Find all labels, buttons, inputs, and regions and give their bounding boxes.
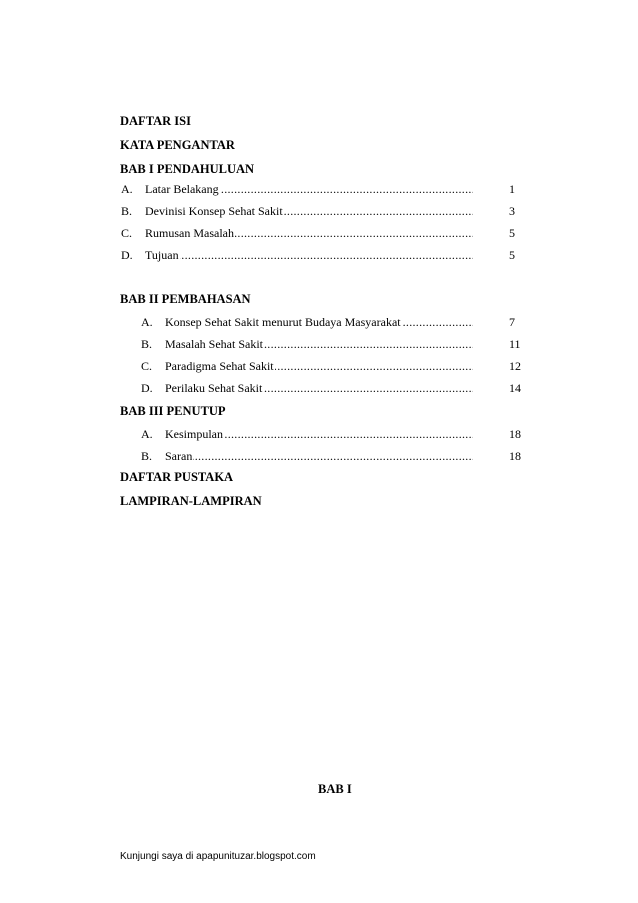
toc-entry	[141, 358, 521, 374]
toc-entry-title: Masalah Sehat Sakit	[165, 337, 263, 351]
toc-entry-page: 5	[509, 248, 515, 262]
toc-entry-title-wrap	[165, 448, 473, 464]
toc-entry	[121, 203, 515, 219]
toc-bab3-heading: BAB III PENUTUP	[120, 404, 226, 418]
page-footer: Kunjungi saya di apapunituzar.blogspot.com	[120, 851, 316, 862]
toc-entry-page: 5	[509, 226, 515, 240]
toc-entry	[121, 225, 515, 241]
next-chapter-heading: BAB I	[318, 782, 352, 796]
toc-entry-letter: C.	[141, 359, 153, 373]
toc-entry-letter: D.	[121, 248, 133, 262]
toc-entry-page: 14	[509, 381, 521, 395]
toc-entry-title-wrap	[145, 203, 473, 219]
toc-entry-letter: B.	[141, 449, 153, 463]
toc-entry-title: Devinisi Konsep Sehat Sakit	[145, 204, 283, 218]
toc-entry-page: 12	[509, 359, 521, 373]
toc-entry-title: Rumusan Masalah	[145, 226, 234, 240]
toc-entry	[121, 181, 515, 197]
toc-entry-page: 11	[509, 337, 521, 351]
toc-bab2-heading: BAB II PEMBAHASAN	[120, 292, 251, 306]
toc-entry-title-wrap	[165, 314, 473, 330]
toc-title: DAFTAR ISI	[120, 114, 191, 128]
toc-entry-title: Perilaku Sehat Sakit	[165, 381, 263, 395]
toc-entry-title: Saran	[165, 449, 193, 463]
toc-entry-title-wrap	[165, 380, 473, 396]
toc-entry-title-wrap	[145, 225, 473, 241]
toc-entry-letter: B.	[141, 337, 153, 351]
toc-entry	[141, 426, 521, 442]
toc-entry-letter: A.	[121, 182, 133, 196]
toc-entry-title: Kesimpulan	[165, 427, 223, 441]
toc-entry-letter: A.	[141, 315, 153, 329]
toc-bab1-heading: BAB I PENDAHULUAN	[120, 162, 255, 176]
toc-entry-title: Tujuan	[145, 248, 179, 262]
toc-entry-letter: C.	[121, 226, 133, 240]
toc-entry-page: 3	[509, 204, 515, 218]
toc-entry-page: 7	[509, 315, 515, 329]
toc-entry-letter: D.	[141, 381, 153, 395]
toc-entry-letter: A.	[141, 427, 153, 441]
toc-entry-title-wrap	[165, 336, 473, 352]
toc-entry-title-wrap	[145, 247, 473, 263]
toc-entry	[121, 247, 515, 263]
toc-entry-title-wrap	[145, 181, 473, 197]
toc-entry-title-wrap	[165, 358, 473, 374]
toc-entry	[141, 314, 515, 330]
toc-entry-letter: B.	[121, 204, 133, 218]
toc-lampiran: LAMPIRAN-LAMPIRAN	[120, 494, 262, 508]
toc-entry-title: Konsep Sehat Sakit menurut Budaya Masyarakat	[165, 315, 401, 329]
toc-entry-title-wrap	[165, 426, 473, 442]
toc-entry-page: 1	[509, 182, 515, 196]
toc-entry-title: Latar Belakang	[145, 182, 219, 196]
toc-daftar-pustaka: DAFTAR PUSTAKA	[120, 470, 234, 484]
toc-entry	[141, 336, 521, 352]
toc-entry-page: 18	[509, 449, 521, 463]
toc-entry-page: 18	[509, 427, 521, 441]
toc-kata-pengantar: KATA PENGANTAR	[120, 138, 235, 152]
toc-entry	[141, 448, 521, 464]
toc-entry-title: Paradigma Sehat Sakit	[165, 359, 274, 373]
toc-entry	[141, 380, 521, 396]
